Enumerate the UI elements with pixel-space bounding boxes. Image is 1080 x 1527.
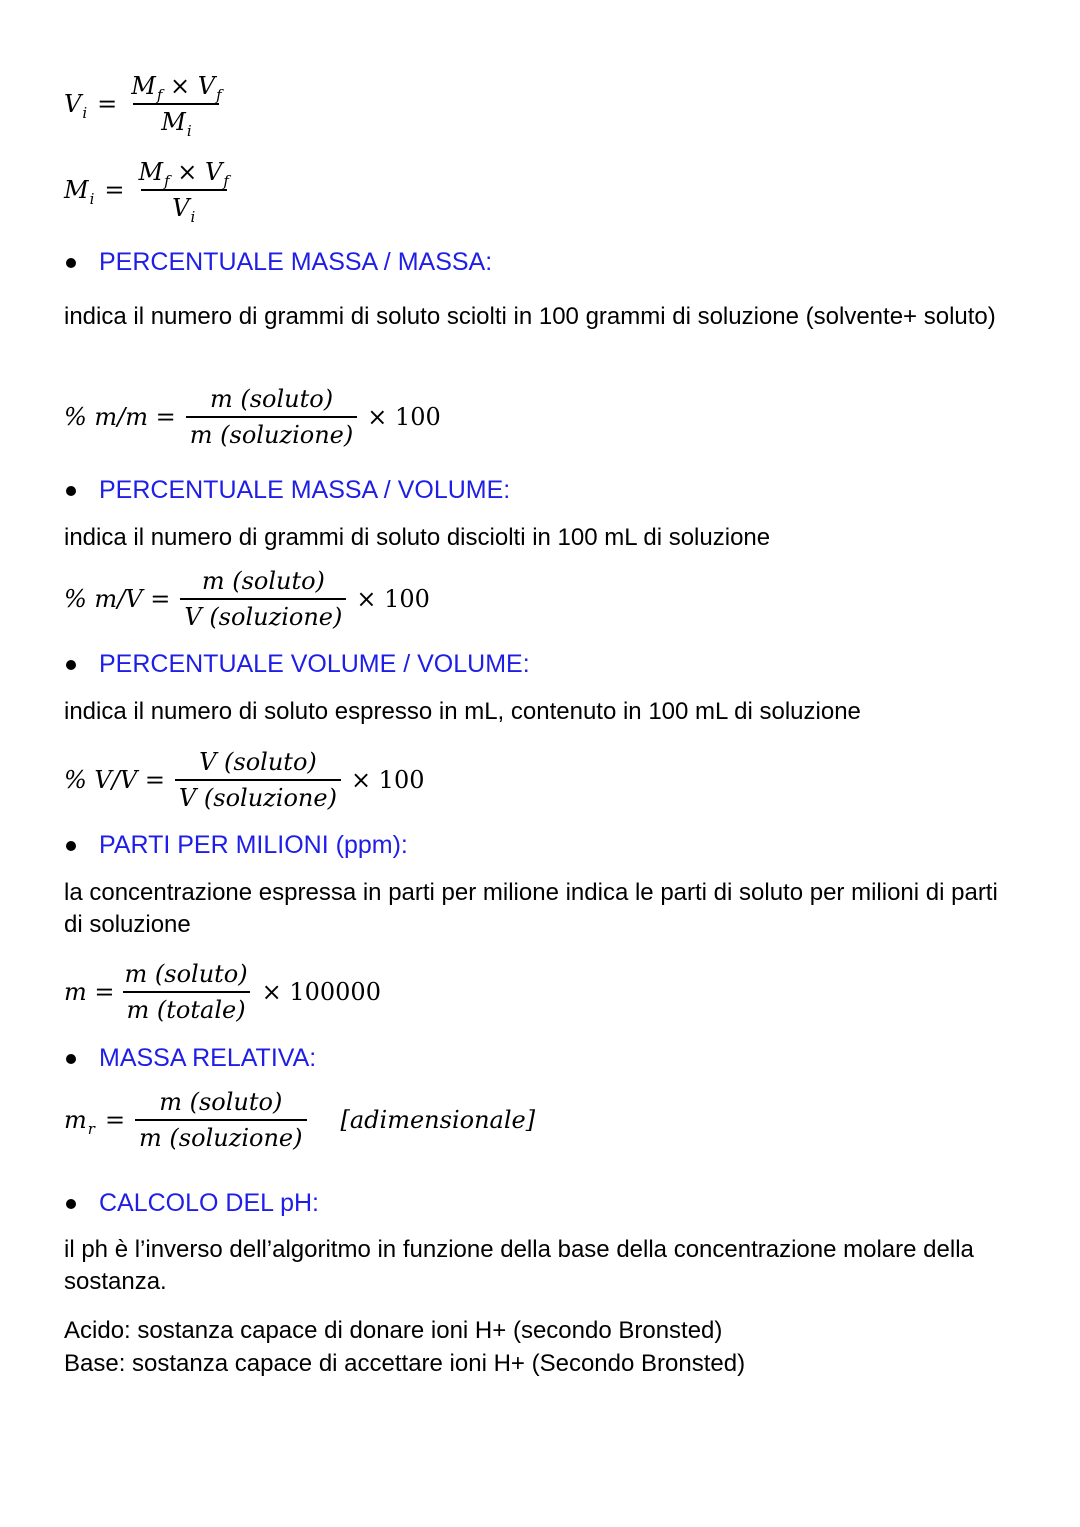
formula-mi-lhs: $M_i$ [64, 176, 95, 208]
formula-vi: $V_i$ = $\frac{M_f \times V_f}{M_i}$ [64, 72, 236, 136]
formula-mass-mass: % m/m = $\frac{\text{m (soluto)}}{\text{m (soluzione)}}$ × 100 [64, 385, 441, 449]
formula-relative-mass: $m_r$ = $\frac{\text{m (soluto)}}{\text{m (soluzione)}}$ [adimensionale] [64, 1088, 536, 1152]
formula-mass-volume: % m/V = $\frac{\text{m (soluto)}}{\text{V (soluzione)}}$ × 100 [64, 567, 430, 631]
bullet-icon [66, 660, 76, 670]
text-mass-volume: indica il numero di grammi di soluto disciolti in 100 mL di soluzione [64, 524, 771, 551]
text-ph: il ph è l’inverso dell’algoritmo in funzione della base della concentrazione molare della sostanza. [64, 1236, 974, 1295]
bullet-icon [66, 1054, 76, 1064]
bullet-icon [66, 486, 76, 496]
text-acid-definition: Acido: sostanza capace di donare ioni H+ (secondo Bronsted) [64, 1317, 723, 1344]
heading-mass-volume: PERCENTUALE MASSA / VOLUME: [64, 476, 510, 505]
text-base-definition: Base: sostanza capace di accettare ioni H+ (Secondo Bronsted) [64, 1350, 746, 1377]
formula-vi-lhs: $V_i$ [64, 90, 88, 122]
formula-volume-volume: % V/V = $\frac{\text{V (soluto)}}{\text{V (soluzione)}}$ × 100 [64, 748, 425, 812]
formula-mi-fraction: $\frac{M_f \times V_f}{V_i}$ [138, 158, 229, 226]
text-mass-mass: indica il numero di grammi di soluto sciolti in 100 grammi di soluzione (solvente+ soluto) [64, 303, 996, 330]
heading-mass-mass: PERCENTUALE MASSA / MASSA: [64, 248, 492, 277]
heading-relative-mass: MASSA RELATIVA: [64, 1044, 316, 1073]
heading-ppm: PARTI PER MILIONI (ppm): [64, 831, 408, 860]
text-volume-volume: indica il numero di soluto espresso in mL, contenuto in 100 mL di soluzione [64, 698, 861, 725]
heading-volume-volume: PERCENTUALE VOLUME / VOLUME: [64, 650, 530, 679]
formula-mi: $M_i$ = $\frac{M_f \times V_f}{V_i}$ [64, 158, 243, 222]
bullet-icon [66, 258, 76, 268]
text-ppm: la concentrazione espressa in parti per milione indica le parti di soluto per milioni di parti di soluzione [64, 879, 998, 938]
bullet-icon [66, 841, 76, 851]
heading-ph: CALCOLO DEL pH: [64, 1189, 319, 1218]
bullet-icon [66, 1199, 76, 1209]
formula-vi-fraction: $\frac{M_f \times V_f}{M_i}$ [131, 72, 222, 140]
formula-ppm: m = $\frac{\text{m (soluto)}}{\text{m (totale)}}$ × 100000 [64, 960, 381, 1024]
